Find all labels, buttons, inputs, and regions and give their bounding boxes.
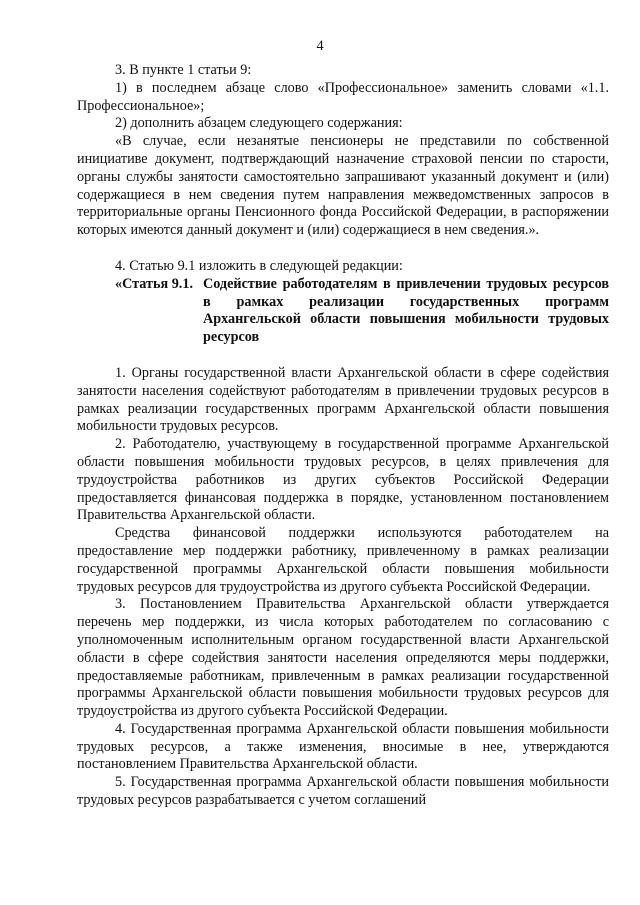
- article-paragraph-4: 4. Государственная программа Архангельской области повышения мобильности трудовых ресурсов, а также изменения, вносимые в нее, утверждаются постановлением Правительства Архангельской области.: [77, 720, 609, 773]
- page-number: 4: [316, 38, 324, 54]
- paragraph-item-3-1: 1) в последнем абзаце слово «Профессиональное» заменить словами «1.1. Профессиональное»;: [77, 79, 609, 114]
- article-paragraph-3: 3. Постановлением Правительства Архангельской области утверждается перечень мер поддержки, из числа которых работодателем по согласованию с уполномоченным исполнительным органом государственной власти Архангельской области в сфере содействия занятости населения определяются меры поддержки, предоставляемые работникам, привлеченным в рамках реализации государственной программы Архангельской области повышения мобильности трудовых ресурсов для трудоустройства из другого субъекта Российской Федерации.: [77, 596, 609, 720]
- article-paragraph-1: 1. Органы государственной власти Архангельской области в сфере содействия занятости населения содействуют работодателям в привлечении трудовых ресурсов в рамках реализации государственных программ Архангельской области повышения мобильности трудовых ресурсов.: [77, 364, 609, 435]
- paragraph-quoted-insert: «В случае, если незанятые пенсионеры не представили по собственной инициативе документ, подтверждающий назначение страховой пенсии по старости, органы службы занятости самостоятельно запрашивают указанный документ и (или) содержащиеся в нем сведения путем направления межведомственных запросов в территориальные органы Пенсионного фонда Российской Федерации, в распоряжении которых имеются данный документ и (или) содержащиеся в нем сведения.».: [77, 133, 609, 239]
- spacer: [77, 240, 609, 258]
- article-paragraph-2: 2. Работодателю, участвующему в государственной программе Архангельской области повышения мобильности трудовых ресурсов, в целях привлечения для трудоустройства работников из других субъектов Российской Федерации предоставляется финансовая поддержка в порядке, установленном постановлением Правительства Архангельской области.: [77, 436, 609, 524]
- article-paragraph-2-funds: Средства финансовой поддержки используются работодателем на предоставление мер поддержки работнику, привлеченному в рамках реализации государственной программы Архангельской области повышения мобильности трудовых ресурсов для трудоустройства из другого субъекта Российской Федерации.: [77, 525, 609, 595]
- article-number: «Статья 9.1.: [115, 275, 193, 292]
- article-title: Содействие работодателям в привлечении трудовых ресурсов в рамках реализации государственных программ Архангельской области повышения мобильности трудовых ресурсов: [203, 275, 609, 346]
- spacer: [77, 347, 609, 365]
- article-paragraph-5: 5. Государственная программа Архангельской области повышения мобильности трудовых ресурсов разрабатывается с учетом соглашений: [77, 774, 609, 809]
- paragraph-item-4: 4. Статью 9.1 изложить в следующей редакции:: [115, 257, 403, 274]
- article-heading: [115, 276, 609, 347]
- paragraph-item-3-2: 2) дополнить абзацем следующего содержания:: [115, 115, 403, 132]
- paragraph-item-3: 3. В пункте 1 статьи 9:: [115, 62, 252, 78]
- document-body: [77, 62, 609, 810]
